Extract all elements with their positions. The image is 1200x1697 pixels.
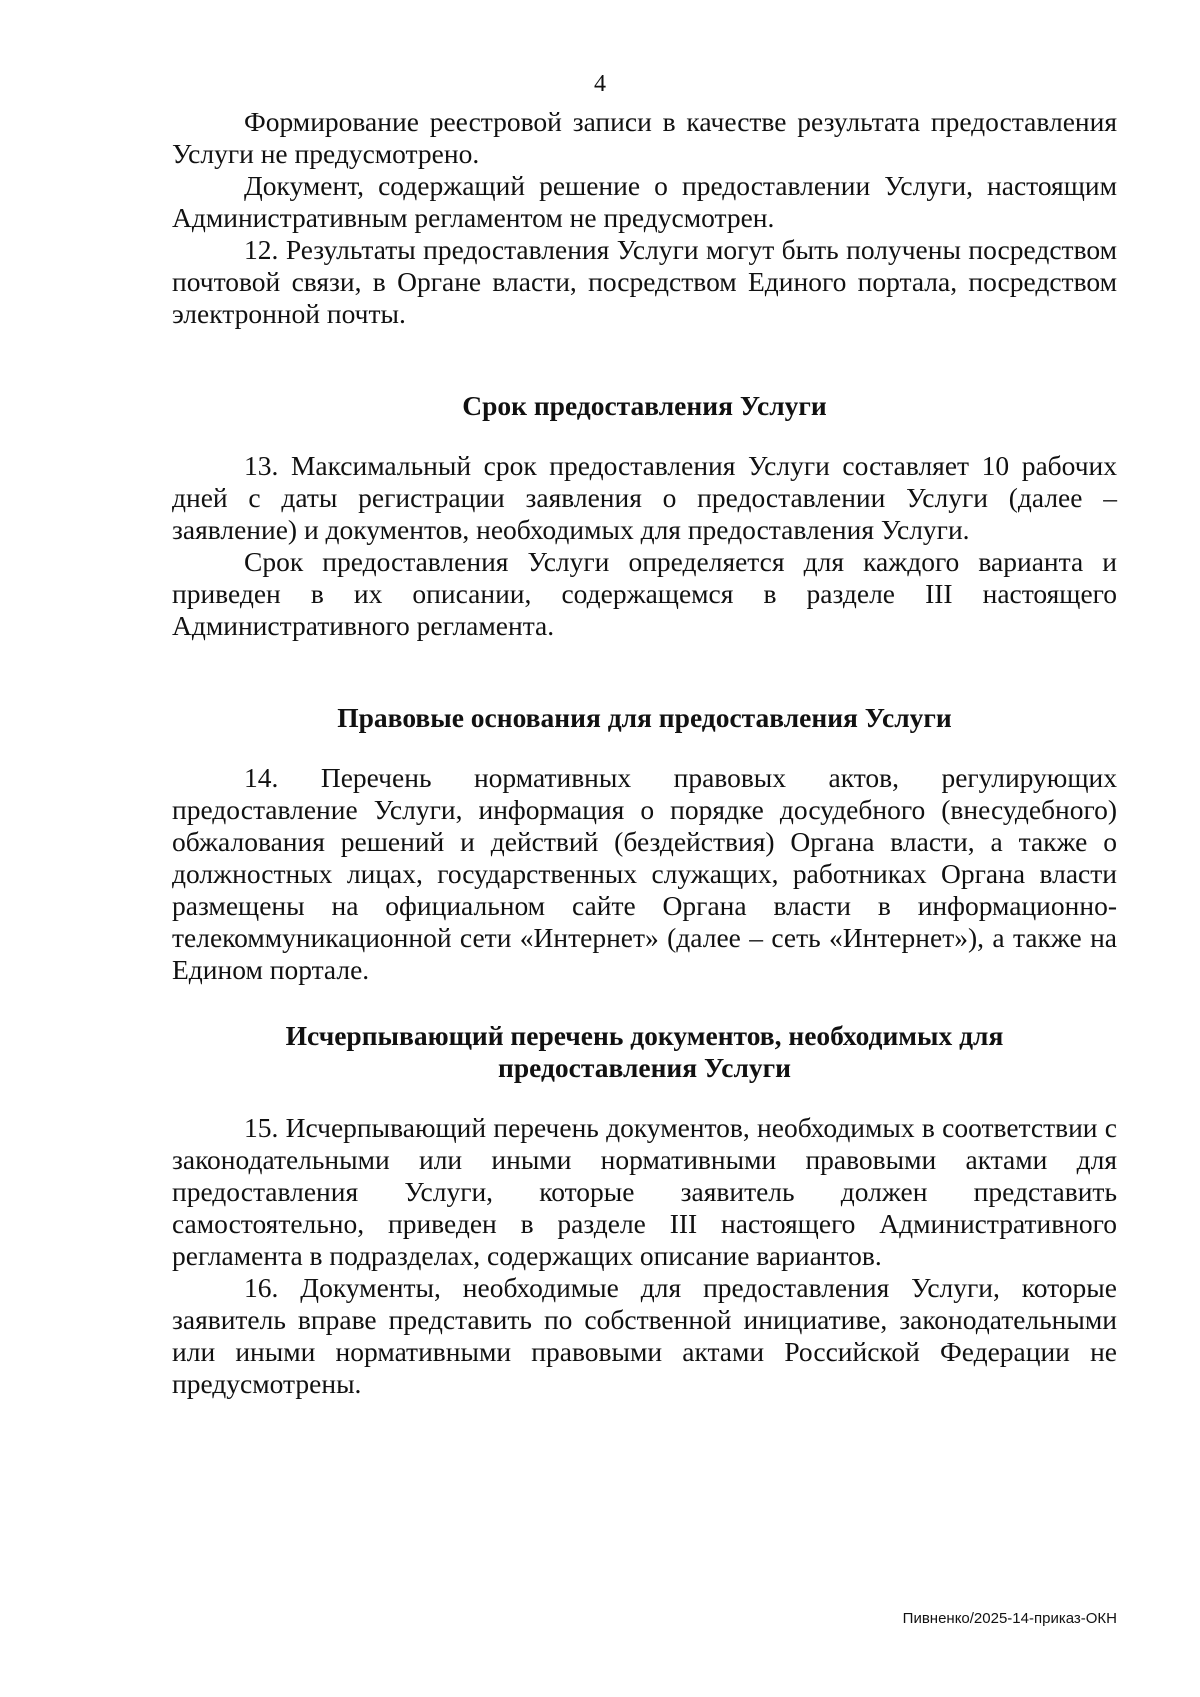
section-heading-line: предоставления Услуги bbox=[498, 1052, 791, 1083]
section-heading: Срок предоставления Услуги bbox=[462, 390, 827, 421]
paragraph: 13. Максимальный срок предоставления Услуги составляет 10 рабочих дней с даты регистрации заявления о предоставлении Услуги (далее – заявление) и документов, необходимых для предоставления Услуги. bbox=[172, 450, 1117, 545]
section-heading bbox=[172, 1020, 1117, 1084]
document-body bbox=[172, 106, 1117, 1400]
section-heading: Правовые основания для предоставления Услуги bbox=[337, 702, 952, 733]
section-heading-line: Исчерпывающий перечень документов, необходимых для bbox=[285, 1020, 1004, 1051]
document-footer-code: Пивненко/2025-14-приказ-ОКН bbox=[902, 1610, 1117, 1627]
paragraph: 14. Перечень нормативных правовых актов, регулирующих предоставление Услуги, информация о порядке досудебного (внесудебного) обжалования решений и действий (бездействия) Органа власти, а также о должностных лицах, государственных служащих, работниках Органа власти размещены на официальном сайте Органа власти в информационно-телекоммуникационной сети «Интернет» (далее – сеть «Интернет»), а также на Едином портале. bbox=[172, 762, 1117, 985]
page-number: 4 bbox=[594, 71, 606, 97]
paragraph: Документ, содержащий решение о предоставлении Услуги, настоящим Административным регламентом не предусмотрен. bbox=[172, 170, 1117, 233]
paragraph: 16. Документы, необходимые для предоставления Услуги, которые заявитель вправе представить по собственной инициативе, законодательными или иными нормативными правовыми актами Российской Федерации не предусмотрены. bbox=[172, 1272, 1117, 1399]
paragraph: 15. Исчерпывающий перечень документов, необходимых в соответствии с законодательными или иными нормативными правовыми актами для предоставления Услуги, которые заявитель должен представить самостоятельно, приведен в разделе III настоящего Административного регламента в подразделах, содержащих описание вариантов. bbox=[172, 1112, 1117, 1271]
paragraph: Формирование реестровой записи в качестве результата предоставления Услуги не предусмотрено. bbox=[172, 106, 1117, 169]
paragraph: Срок предоставления Услуги определяется для каждого варианта и приведен в их описании, содержащемся в разделе III настоящего Административного регламента. bbox=[172, 546, 1117, 641]
paragraph: 12. Результаты предоставления Услуги могут быть получены посредством почтовой связи, в Органе власти, посредством Единого портала, посредством электронной почты. bbox=[172, 234, 1117, 329]
